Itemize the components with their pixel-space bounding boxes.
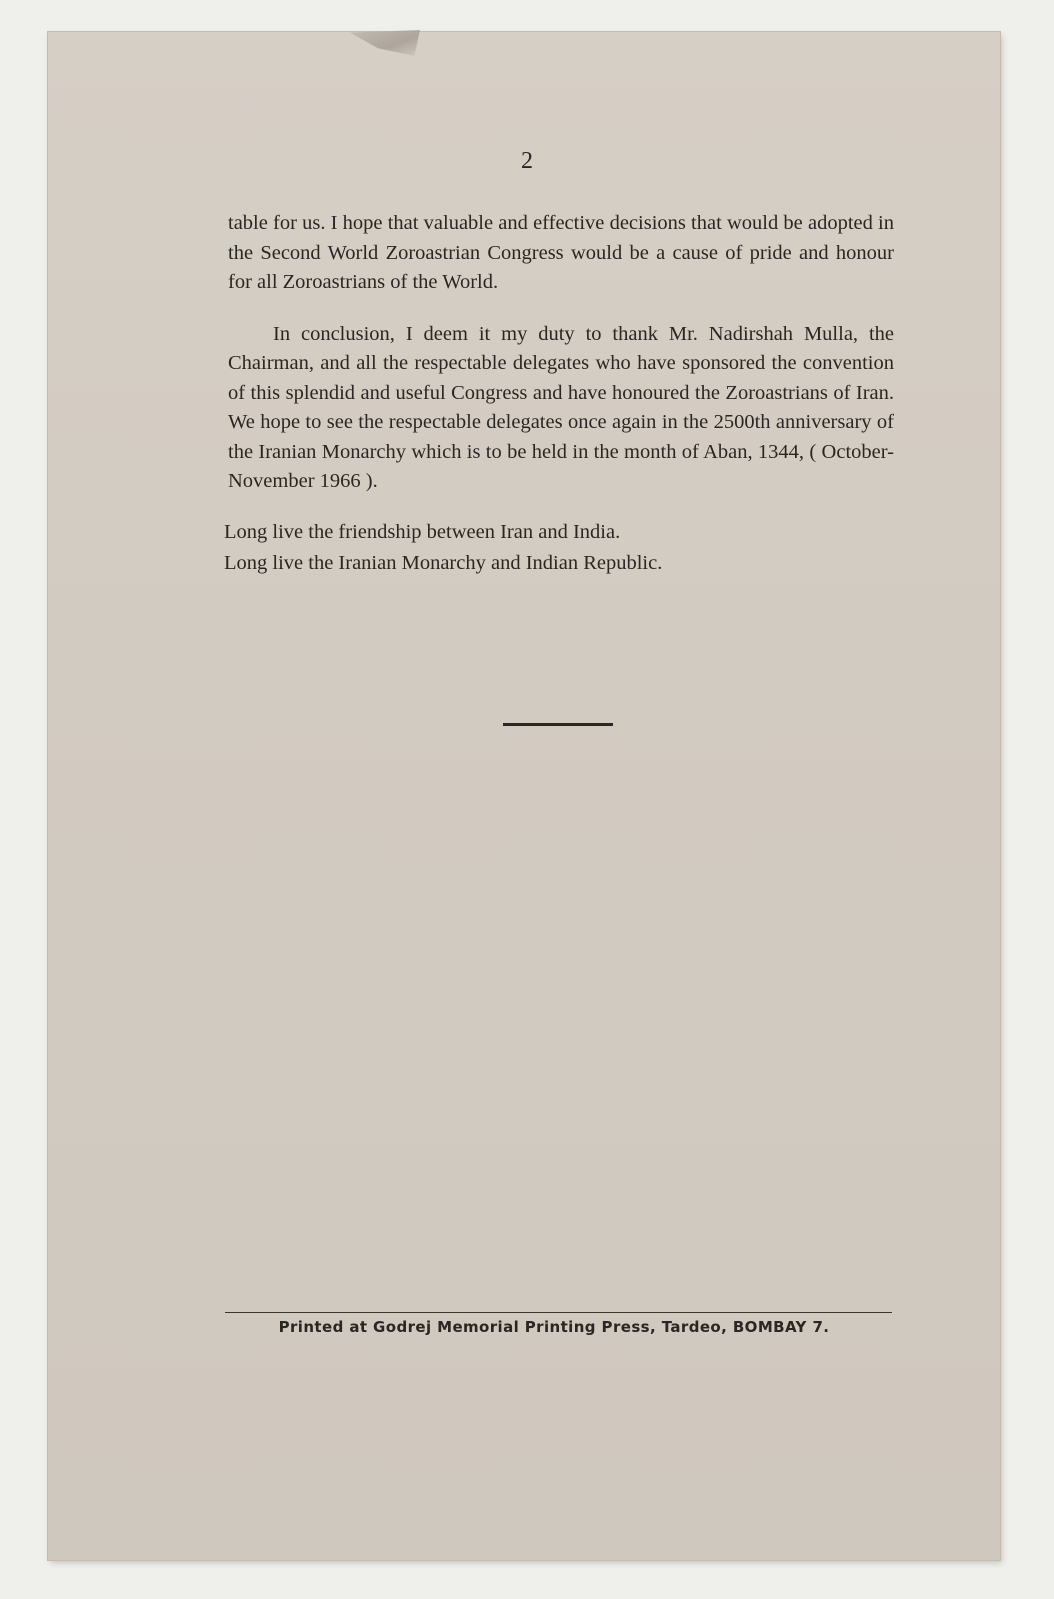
- paragraph: In conclusion, I deem it my duty to thank Mr. Nadirshah Mulla, the Chairman, and all the respectable delegates who have sponsored the convention of this splendid and useful Congress and have honoured the Zoroastrians of Iran. We hope to see the respectable delegates once again in the 2500th anniversary of the Iranian Monarchy which is to be held in the month of Aban, 1344, ( October-November 1966 ).: [228, 322, 894, 492]
- page-number: 2: [521, 148, 533, 174]
- separator-rule: [503, 723, 613, 726]
- closing-line: Long live the friendship between Iran and India.: [224, 520, 621, 543]
- closing-line: Long live the Iranian Monarchy and Indian Republic.: [224, 551, 663, 574]
- footer-rule: [225, 1312, 892, 1313]
- paragraph: table for us. I hope that valuable and effective decisions that would be adopted in the Second World Zoroastrian Congress would be a cause of pride and honour for all Zoroastrians of the World.: [228, 212, 894, 293]
- document-body: [224, 209, 894, 579]
- closing-lines: [224, 517, 894, 579]
- printer-imprint: Printed at Godrej Memorial Printing Press, Tardeo, BOMBAY 7.: [278, 1318, 830, 1336]
